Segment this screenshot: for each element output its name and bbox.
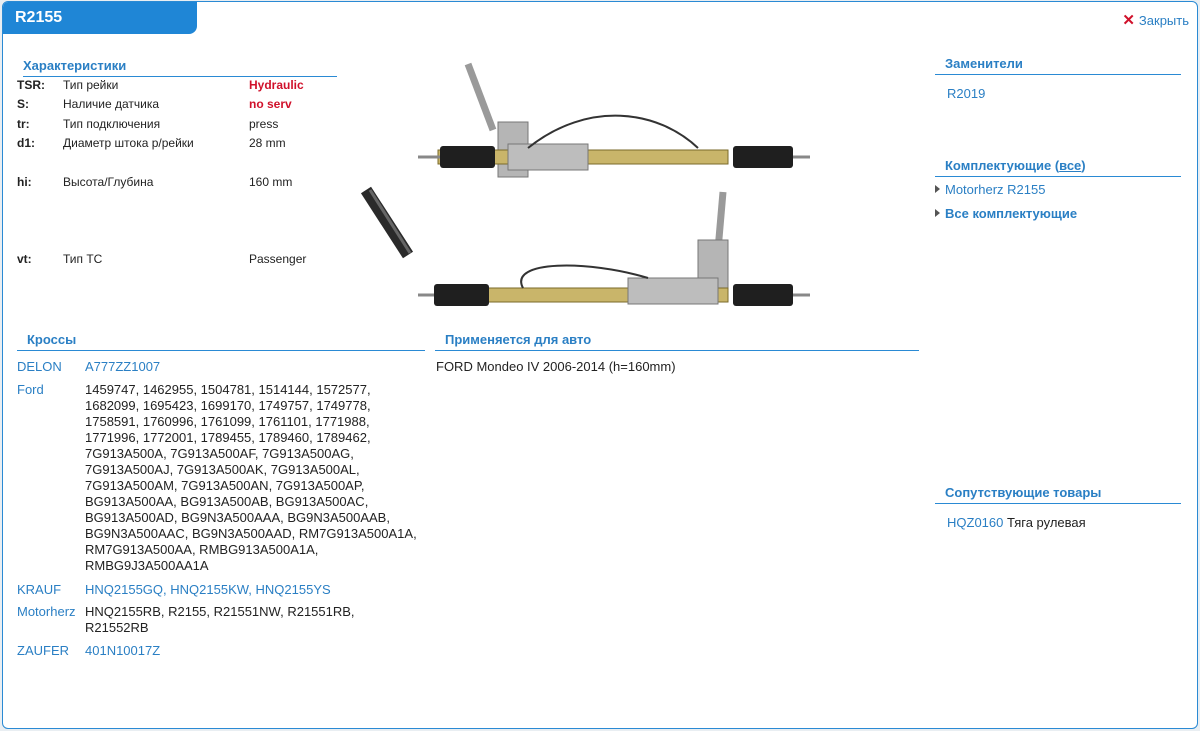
spec-code: vt: — [17, 252, 32, 266]
spec-value: 28 mm — [249, 136, 286, 150]
spec-value: Passenger — [249, 252, 307, 266]
triangle-right-icon — [935, 185, 940, 193]
close-label: Закрыть — [1138, 12, 1189, 28]
spec-value: Hydraulic — [249, 78, 304, 92]
spec-name: Высота/Глубина — [63, 175, 154, 189]
related-item-code[interactable]: HQZ0160 — [947, 515, 1004, 530]
related-item-name: Тяга рулевая — [1007, 515, 1086, 530]
cross-values[interactable]: 401N10017Z — [85, 643, 161, 658]
related-section-title: Сопутствующие товары — [935, 485, 1181, 504]
component-item-1[interactable]: Motorherz R2155 — [935, 182, 1045, 197]
cross-values[interactable]: A777ZZ1007 — [85, 359, 161, 374]
spec-name: Тип рейки — [63, 78, 119, 92]
spec-code: d1: — [17, 136, 35, 150]
related-item — [947, 515, 1086, 530]
cross-values: HNQ2155RB, R2155, R21551NW, R21551RB, R21552RB — [85, 604, 355, 635]
components-all-link[interactable]: все — [1059, 158, 1082, 173]
cross-brand: Ford — [17, 382, 44, 397]
spec-value: no serv — [249, 97, 292, 111]
cross-values: 1459747, 1462955, 1504781, 1514144, 1572577, 1682099, 1695423, 1699170, 1749757, 1749778, 1758591, 1760996, 1761099, 1761101, 1771988, 1771996, 1772001, 1789455, 1789460, 1789462, 7G913A500A, 7G913A500AF, 7G913A500AG, 7G913A500AJ, 7G913A500AK, 7G913A500AL, 7G913A500AM, 7G913A500AN, 7G913A500AP, BG913A500AA, BG913A500AB, BG913A500AC, BG913A500AD, BG9N3A500AAA, BG9N3A500AAB, BG9N3A500AAC, BG9N3A500AAD, RM7G913A500A1A, RM7G913A500AA, RMBG913A500A1A, RMBG9J3A500AA1A — [85, 382, 417, 573]
product-panel — [2, 1, 1198, 729]
spec-name: Тип ТС — [63, 252, 103, 266]
applies-item: FORD Mondeo IV 2006-2014 (h=160mm) — [436, 359, 676, 374]
spec-value: 160 mm — [249, 175, 293, 189]
spec-name: Тип подключения — [63, 117, 161, 131]
cross-values[interactable]: HNQ2155GQ, HNQ2155KW, HNQ2155YS — [85, 582, 331, 597]
component-item-all[interactable]: Все комплектующие — [935, 206, 1077, 221]
spec-value: press — [249, 117, 279, 131]
components-section-title: Комплектующие (все) — [935, 158, 1181, 177]
spec-name: Диаметр штока р/рейки — [63, 136, 194, 150]
specs-section-title: Характеристики — [23, 58, 337, 77]
cross-brand: DELON — [17, 359, 62, 374]
cross-brand: KRAUF — [17, 582, 62, 597]
cross-brand: ZAUFER — [17, 643, 69, 658]
crosses-section-title: Кроссы — [17, 332, 425, 351]
close-icon: ✕ — [1122, 12, 1135, 29]
replacements-section-title: Заменители — [935, 56, 1181, 75]
triangle-right-icon — [935, 209, 940, 217]
product-image — [358, 60, 818, 318]
spec-code: TSR: — [17, 78, 45, 92]
spec-code: hi: — [17, 175, 32, 189]
cross-brand: Motorherz — [17, 604, 76, 619]
product-title: R2155 — [3, 2, 197, 34]
applies-section-title: Применяется для авто — [435, 332, 919, 351]
spec-code: S: — [17, 97, 29, 111]
spec-code: tr: — [17, 117, 30, 131]
spec-name: Наличие датчика — [63, 97, 160, 111]
close-button[interactable] — [1122, 11, 1189, 29]
replacement-link[interactable]: R2019 — [947, 86, 986, 101]
